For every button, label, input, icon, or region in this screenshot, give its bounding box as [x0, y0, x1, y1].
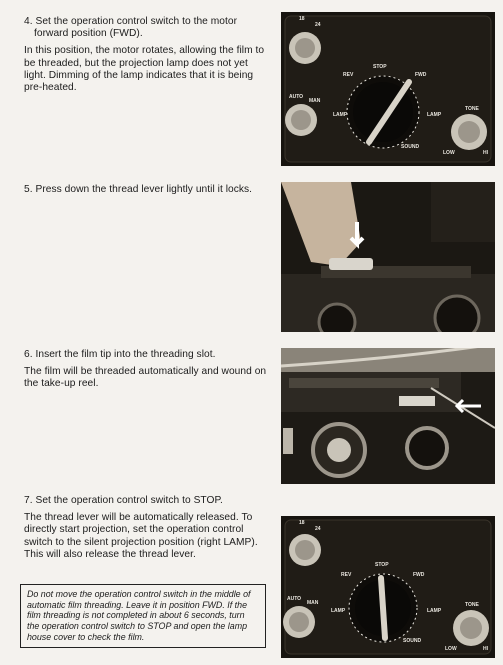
label-man-b: MAN	[307, 600, 319, 606]
threading-slot-lever	[399, 396, 435, 406]
label-lamp-right-b: LAMP	[427, 608, 442, 614]
label-sound: SOUND	[401, 144, 420, 150]
label-hi-b: HI	[483, 646, 488, 652]
label-24-b: 24	[315, 526, 321, 532]
label-low-b: LOW	[445, 646, 457, 652]
thread-lever-drawing	[281, 182, 495, 332]
label-lamp-right: LAMP	[427, 112, 442, 118]
label-low: LOW	[443, 150, 455, 156]
label-lamp-left: LAMP	[333, 112, 348, 118]
step-7-heading: 7. Set the operation control switch to STOP.	[24, 495, 223, 506]
label-18-b: 18	[299, 520, 305, 526]
control-panel-fwd-drawing	[281, 12, 495, 166]
step-4	[24, 16, 270, 99]
label-fwd-b: FWD	[413, 572, 425, 578]
control-panel-photo-stop	[281, 516, 495, 658]
caution-note: Do not move the operation control switch in the middle of automatic film threading. Leave it in position FWD. If the film threading is not completed in about 6 seconds, turn the operation control switch to STOP and open the lamp house cover to check the film.	[20, 584, 266, 648]
label-24: 24	[315, 22, 321, 28]
thread-lever	[329, 258, 373, 270]
step-5	[24, 184, 270, 201]
step-5-heading: 5. Press down the thread lever lightly until it locks.	[24, 184, 253, 195]
step-6-body: The film will be threaded automatically and wound on the take-up reel.	[24, 366, 267, 390]
label-sound-b: SOUND	[403, 638, 422, 644]
film-insert-drawing	[281, 348, 495, 484]
label-fwd: FWD	[415, 72, 427, 78]
dial-pointer-stop	[381, 578, 385, 638]
label-man: MAN	[309, 98, 321, 104]
label-stop-b: STOP	[375, 562, 389, 568]
label-rev: REV	[343, 72, 354, 78]
step-6-heading: 6. Insert the film tip into the threading slot.	[24, 349, 216, 360]
control-panel-stop-drawing	[281, 516, 495, 658]
label-rev-b: REV	[341, 572, 352, 578]
label-18: 18	[299, 16, 305, 22]
label-auto-b: AUTO	[287, 596, 302, 602]
step-7-body: The thread lever will be automatically released. To directly start projection, set the operation control switch to the silent projection position (right LAMP). This will also release the thread lever.	[24, 512, 258, 560]
label-stop: STOP	[373, 64, 387, 70]
step-7	[24, 495, 270, 566]
film-insert-photo	[281, 348, 495, 484]
step-6	[24, 349, 270, 396]
thread-lever-photo	[281, 182, 495, 332]
step-4-heading: 4. Set the operation control switch to the motor forward position (FWD).	[24, 16, 238, 40]
label-lamp-left-b: LAMP	[331, 608, 346, 614]
step-4-body: In this position, the motor rotates, allowing the film to be threaded, but the projection lamp does not yet light. Dimming of the lamp indicates that it is being pre-heated.	[24, 45, 265, 94]
label-hi: HI	[483, 150, 488, 156]
label-tone-b: TONE	[465, 602, 479, 608]
control-panel-photo-fwd	[281, 12, 495, 166]
label-auto: AUTO	[289, 94, 304, 100]
label-tone: TONE	[465, 106, 479, 112]
